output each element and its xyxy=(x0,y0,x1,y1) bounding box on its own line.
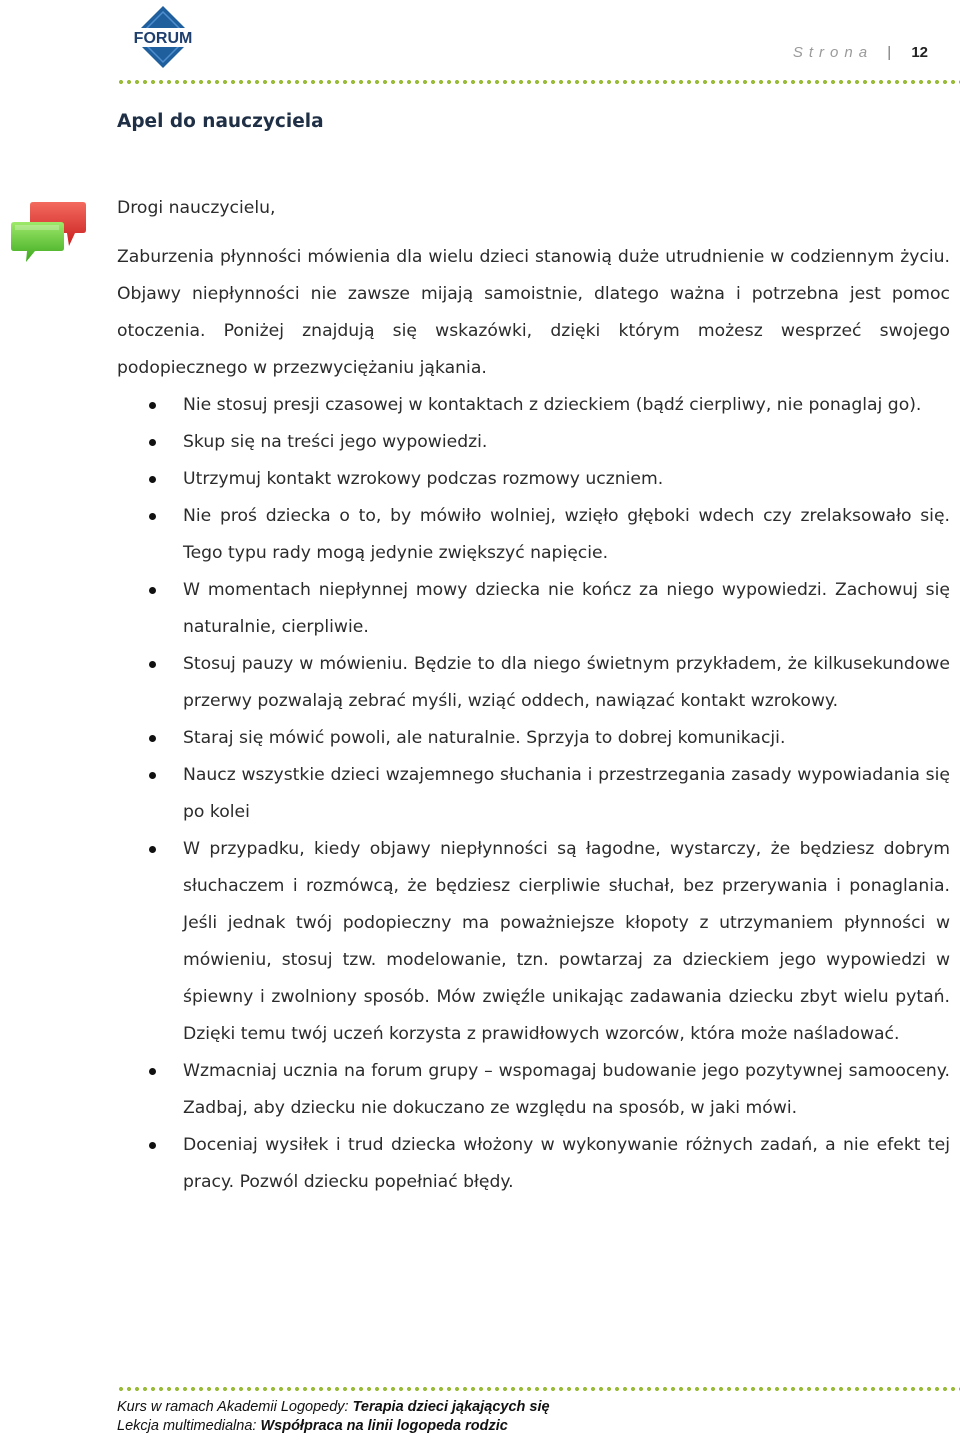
list-item: Stosuj pauzy w mówieniu. Będzie to dla niego świetnym przykładem, że kilkusekundowe przerwy pozwalają zebrać myśli, wziąć oddech, nawiązać kontakt wzrokowy. xyxy=(117,646,950,720)
page-indicator xyxy=(793,44,928,61)
footer-dotted-divider xyxy=(117,1386,960,1392)
section-title: Apel do nauczyciela xyxy=(117,111,324,132)
tips-list xyxy=(117,387,950,1201)
footer-course-title: Terapia dzieci jąkających się xyxy=(352,1399,550,1415)
list-item: Doceniaj wysiłek i trud dziecka włożony w wykonywanie różnych zadań, a nie efekt tej pracy. Pozwól dziecku popełniać błędy. xyxy=(117,1127,950,1201)
salutation: Drogi nauczycielu, xyxy=(117,198,276,218)
logo-text: FORUM xyxy=(133,30,193,47)
forum-logo xyxy=(130,4,196,70)
list-item: Nie stosuj presji czasowej w kontaktach z dzieckiem (bądź cierpliwy, nie ponaglaj go). xyxy=(117,387,950,424)
page-separator: | xyxy=(887,44,892,61)
footer-lesson-label: Lekcja multimedialna: xyxy=(117,1418,261,1434)
list-item: W momentach niepłynnej mowy dziecka nie kończ za niego wypowiedzi. Zachowuj się naturalnie, cierpliwie. xyxy=(117,572,950,646)
list-item: Staraj się mówić powoli, ale naturalnie. Sprzyja to dobrej komunikacji. xyxy=(117,720,950,757)
letter-body xyxy=(117,190,950,1201)
footer-lesson-line xyxy=(117,1417,947,1436)
page-footer xyxy=(117,1398,947,1436)
page-label-text: Strona xyxy=(792,44,874,61)
intro-paragraph: Zaburzenia płynności mówienia dla wielu dzieci stanowią duże utrudnienie w codziennym życiu. Objawy niepłynności nie zawsze mijają samoistnie, dlatego ważna i potrzebna jest pomoc otoczenia. Poniżej znajdują się wskazówki, dzięki którym możesz wesprzeć swojego podopiecznego w przezwyciężaniu jąkania. xyxy=(117,247,950,378)
list-item: W przypadku, kiedy objawy niepłynności są łagodne, wystarczy, że będziesz dobrym słuchaczem i rozmówcą, że będziesz cierpliwie słuchał, bez przerywania i ponaglania. Jeśli jednak twój podopieczny ma poważniejsze kłopoty z utrzymaniem płynności w mówieniu, stosuj tzw. modelowanie, tzn. powtarzaj za dzieckiem jego wypowiedzi w śpiewny i zwolniony sposób. Mów zwięźle unikając zadawania dziecku zbyt wielu pytań. Dzięki temu twój uczeń korzysta z prawidłowych wzorców, która może naśladować. xyxy=(117,831,950,1053)
list-item: Nie proś dziecka o to, by mówiło wolniej, wzięło głęboki wdech czy zrelaksowało się. Tego typu rady mogą jedynie zwiększyć napięcie. xyxy=(117,498,950,572)
list-item: Naucz wszystkie dzieci wzajemnego słuchania i przestrzegania zasady wypowiadania się po kolei xyxy=(117,757,950,831)
list-item: Skup się na treści jego wypowiedzi. xyxy=(117,424,950,461)
header-dotted-divider xyxy=(117,79,960,85)
footer-course-label: Kurs w ramach Akademii Logopedy: xyxy=(117,1399,353,1415)
list-item: Utrzymuj kontakt wzrokowy podczas rozmowy uczniem. xyxy=(117,461,950,498)
list-item: Wzmacniaj ucznia na forum grupy – wspomagaj budowanie jego pozytywnej samooceny. Zadbaj, aby dziecku nie dokuczano ze względu na sposób, w jaki mówi. xyxy=(117,1053,950,1127)
speech-bubbles-icon xyxy=(9,198,89,266)
footer-lesson-title: Współpraca na linii logopeda rodzic xyxy=(260,1418,508,1434)
page-number: 12 xyxy=(911,44,928,61)
footer-course-line xyxy=(117,1398,947,1417)
